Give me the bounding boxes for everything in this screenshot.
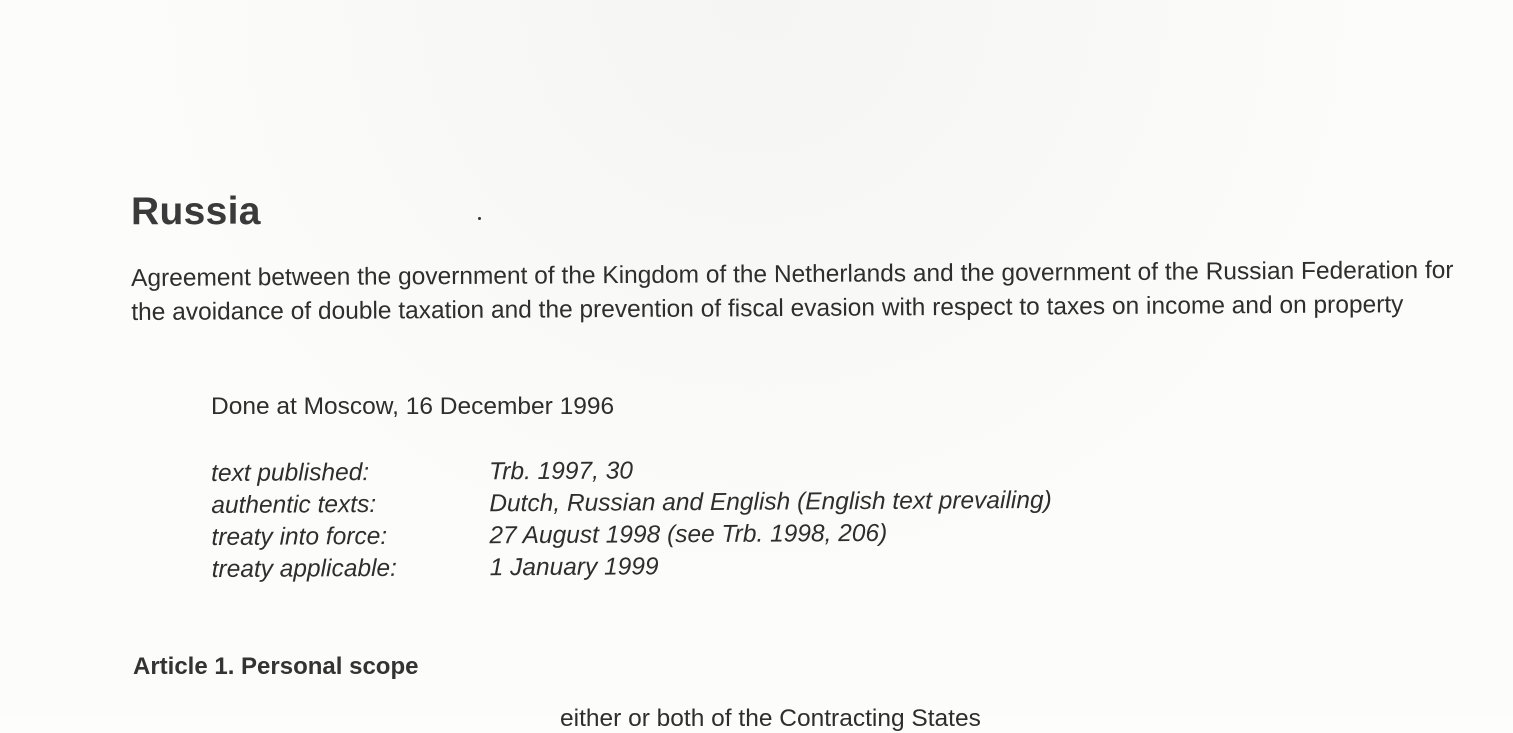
treaty-details-table <box>211 453 1052 586</box>
signing-place-date: Done at Moscow, 16 December 1996 <box>211 393 615 420</box>
detail-label: text published: <box>211 459 370 487</box>
treaty-detail-row <box>212 549 1053 586</box>
country-title: Russia <box>131 190 261 233</box>
cut-off-text-line: either or both of the Contracting States <box>560 705 981 732</box>
scan-speck <box>478 217 481 220</box>
agreement-title: Agreement between the government of the Kingdom of the Netherlands and the government of the Russian Federation for the avoidance of double taxation and the prevention of fiscal evasion with respect to taxes on income and on property <box>131 256 1454 326</box>
article-heading: Article 1. Personal scope <box>133 653 419 680</box>
detail-label: treaty into force: <box>211 522 388 551</box>
detail-value: 1 January 1999 <box>489 553 659 582</box>
detail-label: treaty applicable: <box>211 554 397 583</box>
treaty-detail-row <box>211 453 1052 490</box>
detail-value: Trb. 1997, 30 <box>489 457 634 486</box>
detail-value: Dutch, Russian and English (English text prevailing) <box>489 486 1052 518</box>
treaty-detail-row <box>211 517 1052 554</box>
detail-label: authentic texts: <box>211 490 377 519</box>
detail-value: 27 August 1998 (see Trb. 1998, 206) <box>489 519 888 550</box>
treaty-detail-row <box>211 485 1052 522</box>
